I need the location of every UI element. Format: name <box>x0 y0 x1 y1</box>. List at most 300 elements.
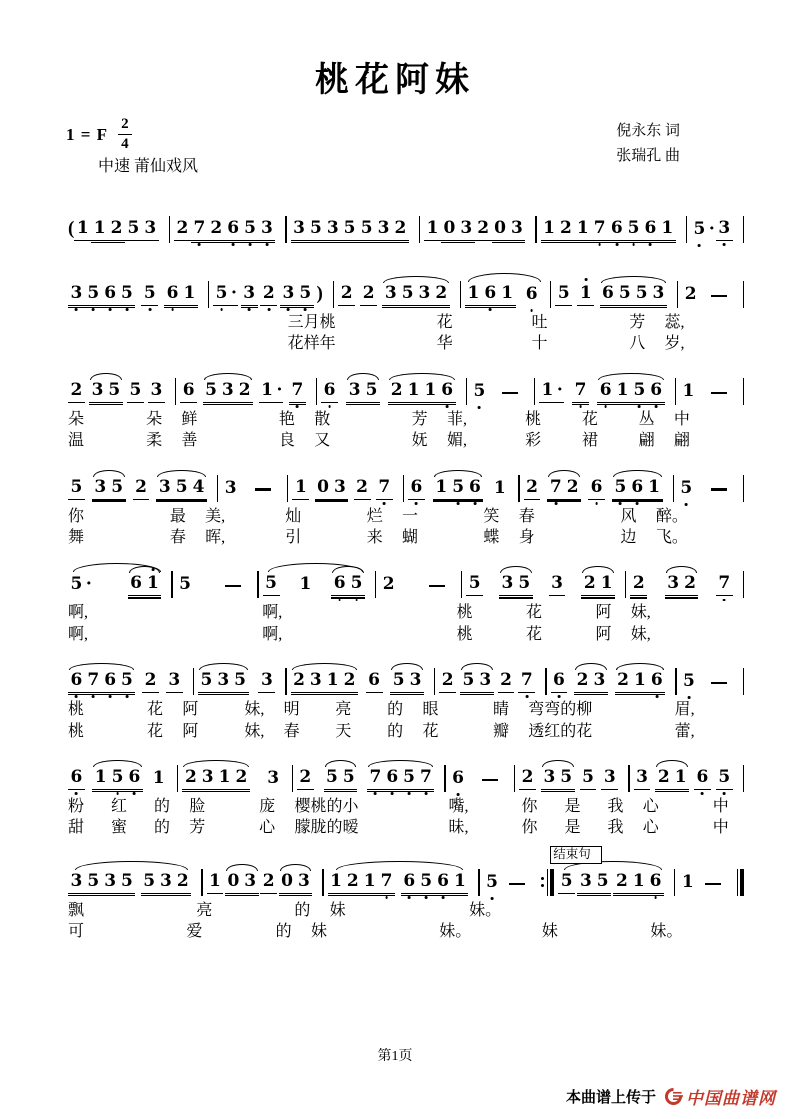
bar-spacer <box>743 626 744 644</box>
lyric-syllable: 蜜 <box>110 819 127 837</box>
lyric-cell <box>64 335 175 353</box>
system-line <box>64 268 744 354</box>
lyric-syllable: 散 <box>314 410 331 428</box>
note-group <box>460 672 494 693</box>
lyric-cell <box>639 819 743 837</box>
measure <box>64 575 171 596</box>
note-digit: 1 <box>681 871 694 892</box>
barline <box>743 216 744 243</box>
note-digit: 5 <box>681 673 698 690</box>
note-digit: 5 <box>631 382 648 399</box>
measure <box>547 672 676 693</box>
note-digit: 3 <box>510 218 523 238</box>
dash-note <box>255 488 271 490</box>
lyric-cell <box>670 411 743 429</box>
note-digit: 1 <box>453 870 466 891</box>
lyric-syllable: 身 <box>518 528 535 546</box>
measure <box>64 766 177 790</box>
lyric-syllable: 明 <box>283 701 300 719</box>
note-digit: 0 <box>443 218 456 238</box>
note-group <box>166 672 183 693</box>
lyric-syllable: 烂 <box>366 507 383 525</box>
note-digit: 5 <box>691 221 708 238</box>
lyric-cell <box>177 432 309 450</box>
measure <box>334 285 460 306</box>
note-digit: 3 <box>418 283 431 303</box>
measure <box>194 672 285 693</box>
lyric-syllable: 艳 <box>278 410 295 428</box>
note-digit: 6 <box>482 285 499 302</box>
note-digit: 3 <box>667 573 680 594</box>
lyric-syllable: 妹, <box>244 701 265 719</box>
note-digit: 3 <box>201 766 214 787</box>
note-digit: 6 <box>68 769 85 786</box>
note-group <box>555 285 572 306</box>
note-digit: 5 <box>625 220 642 237</box>
note-group <box>213 285 238 306</box>
note-group <box>581 575 615 596</box>
note-digit: 2 <box>576 670 589 691</box>
bar-spacer <box>743 529 744 547</box>
lyric-cell <box>64 411 176 429</box>
note-digit: 5 <box>119 672 136 689</box>
note-digit: 5 <box>70 574 83 595</box>
note-digit: 1 <box>661 218 674 238</box>
lyric-syllable: 一 <box>402 507 419 525</box>
note-digit: 0 <box>227 870 240 891</box>
note-digit: 1 <box>426 218 439 238</box>
measure <box>404 476 518 500</box>
repeat-dot <box>541 884 544 887</box>
lyric-syllable: 丛 <box>638 410 655 428</box>
note-group <box>297 766 314 790</box>
lyric-syllable: 桃 <box>456 604 473 622</box>
measure <box>64 285 208 306</box>
lyric-cell <box>258 604 374 622</box>
note-digit: 1 <box>145 575 162 592</box>
lyric-syllable: 的 <box>294 901 311 919</box>
note-digit: 5 <box>265 573 277 594</box>
note-group <box>499 575 533 596</box>
note-group <box>539 379 564 403</box>
bar-spacer <box>743 819 744 837</box>
lyric-cell <box>445 819 517 837</box>
note-digit: 5 <box>297 285 314 302</box>
note-digit: 3 <box>652 283 665 303</box>
lyrics-row <box>64 626 744 644</box>
note-digit: · <box>276 379 283 400</box>
lyric-syllable: 阿 <box>595 625 612 643</box>
lyric-syllable: 心 <box>259 819 276 837</box>
lyric-syllable: 的 <box>387 722 404 740</box>
note-group <box>382 285 449 306</box>
lyric-cell <box>652 529 743 547</box>
page-number: 第1页 <box>377 1049 413 1064</box>
lyric-syllable: 樱桃的小 <box>294 797 359 815</box>
note-group <box>408 476 425 500</box>
lyric-syllable: 桃 <box>68 722 85 740</box>
note-digit: 7 <box>591 220 608 237</box>
note-digit: 7 <box>376 479 393 496</box>
note-digit: 1 <box>299 574 312 595</box>
note-digit: 1 <box>209 870 221 891</box>
note-digit: 6 <box>182 379 195 400</box>
note-digit: 6 <box>642 220 659 237</box>
lyric-syllable: 边 <box>620 528 637 546</box>
lyric-syllable: 弯弯的柳 <box>528 701 593 719</box>
note-digit: 6 <box>588 479 605 496</box>
note-digit: 5 <box>70 476 83 497</box>
note-digit: 1 <box>577 285 594 302</box>
note-group <box>519 766 536 790</box>
note-digit: 6 <box>439 382 456 399</box>
note-digit: 6 <box>597 382 614 399</box>
note-digit: 6 <box>551 672 568 689</box>
note-digit: 6 <box>321 382 338 399</box>
lyric-syllable: 灿 <box>285 507 302 525</box>
barline <box>743 668 744 695</box>
lyric-syllable: 蕾, <box>674 722 695 740</box>
lyric-syllable: 我 <box>607 797 624 815</box>
note-digit: 5 <box>582 766 594 787</box>
lyric-cell <box>528 314 660 332</box>
notes-row <box>64 752 744 790</box>
measure <box>435 672 545 693</box>
lyric-syllable: 春 <box>169 528 186 546</box>
lyrics-row <box>64 432 744 450</box>
lyric-syllable: 中 <box>712 819 729 837</box>
note-digit: 3 <box>603 766 616 787</box>
tempo-marking: 中速 莆仙戏风 <box>98 158 199 175</box>
music-record-icon <box>664 1087 683 1106</box>
note-group <box>471 380 488 403</box>
measure <box>259 575 375 596</box>
note-digit: 5 <box>618 283 631 303</box>
lyric-cell <box>176 335 282 353</box>
lyric-syllable: 花 <box>436 314 453 331</box>
measure <box>317 379 466 403</box>
note-digit: 5 <box>678 480 695 497</box>
note-digit: 3 <box>70 870 83 891</box>
lyric-syllable: 春 <box>283 722 300 740</box>
lyric-syllable: 阿 <box>182 722 199 740</box>
note-digit: 5 <box>143 870 156 891</box>
note-group <box>630 575 647 596</box>
note-digit: 5 <box>200 670 213 691</box>
system-line <box>64 752 744 838</box>
note-group <box>401 870 468 894</box>
note-digit: 2 <box>435 283 448 303</box>
note-group <box>475 220 492 241</box>
dash-note <box>429 585 445 587</box>
lyric-cell <box>64 798 184 816</box>
note-digit: 3 <box>409 670 422 691</box>
note-group <box>150 767 167 790</box>
bar-thin <box>743 281 744 308</box>
note-group <box>331 575 365 596</box>
dash-note <box>502 392 518 394</box>
note-digit: 2 <box>299 766 312 787</box>
lyric-syllable: 妹。 <box>650 923 683 941</box>
note-digit: 5 <box>518 573 531 594</box>
note-group <box>191 220 225 241</box>
note-group <box>141 285 158 306</box>
note-digit: 2 <box>684 284 697 304</box>
lyrics-row <box>64 902 744 920</box>
note-group <box>141 870 192 894</box>
measure <box>535 379 675 403</box>
lyric-syllable: 三月桃 <box>287 314 336 331</box>
lyric-cell <box>178 723 278 741</box>
measure <box>630 766 743 790</box>
lyric-syllable: 眉, <box>674 701 695 719</box>
note-group <box>68 379 85 403</box>
note-digit: 3 <box>91 379 104 400</box>
note-digit: 3 <box>326 218 339 238</box>
note-digit: 1 <box>674 766 687 787</box>
site-logo <box>664 1084 776 1109</box>
note-group <box>366 672 383 693</box>
note-digit: 5 <box>468 573 481 594</box>
lyric-syllable: 爱 <box>186 923 203 941</box>
note-digit: 5 <box>175 476 188 497</box>
lyric-cell <box>521 432 669 450</box>
lyric-syllable: 华 <box>436 335 453 353</box>
note-digit: 3 <box>150 379 163 400</box>
notes-row <box>64 846 744 894</box>
lyric-cell <box>465 902 559 920</box>
lyric-cell <box>418 723 523 741</box>
note-digit: 1 <box>541 379 554 400</box>
lyric-syllable: 舞 <box>68 528 85 546</box>
note-group <box>665 575 699 596</box>
note-digit: 1 <box>632 870 645 891</box>
note-digit: 5 <box>635 283 648 303</box>
notes-row <box>64 462 744 500</box>
note-digit: 2 <box>144 670 157 691</box>
lyric-syllable: 朵 <box>146 410 163 428</box>
note-group <box>338 285 355 306</box>
lyric-syllable: 妹, <box>630 625 651 643</box>
system-line <box>64 365 744 451</box>
note-digit: 2 <box>346 870 359 891</box>
note-group <box>600 285 667 306</box>
lyric-syllable: 裙 <box>581 432 598 450</box>
lyric-syllable: 飘 <box>68 901 85 919</box>
note-group <box>92 476 126 500</box>
note-group <box>315 476 349 500</box>
note-group <box>390 672 424 693</box>
note-digit: 1 <box>326 670 339 691</box>
note-digit: 1 <box>94 766 107 787</box>
lyric-syllable: 八 <box>629 335 646 353</box>
lyric-cell <box>418 701 523 719</box>
note-digit: 0 <box>317 476 329 497</box>
lyric-cell <box>524 701 669 719</box>
note-group <box>258 672 275 693</box>
note-digit: 3 <box>501 573 514 594</box>
note-digit: 0 <box>281 870 293 891</box>
lyric-cell <box>192 902 324 920</box>
note-group <box>225 870 259 894</box>
note-digit: 5 <box>612 479 629 496</box>
meter-denominator: 4 <box>121 136 129 152</box>
note-group <box>198 672 249 693</box>
note-digit: 6 <box>608 220 625 237</box>
lyric-cell <box>177 411 309 429</box>
note-group <box>182 766 249 790</box>
note-digit: 3 <box>260 670 273 691</box>
measure <box>64 379 175 403</box>
note-digit: 5 <box>462 670 475 691</box>
lyric-syllable: 美, <box>205 507 226 525</box>
measure <box>676 380 743 403</box>
note-digit: 3 <box>68 285 85 302</box>
note-group <box>613 870 664 894</box>
note-group <box>91 220 125 241</box>
note-group <box>292 476 309 500</box>
lyrics-row <box>64 411 744 429</box>
note-group <box>634 766 651 790</box>
note-group <box>388 379 455 403</box>
measure <box>674 477 743 500</box>
note-group <box>68 766 85 790</box>
note-digit: 6 <box>435 873 452 890</box>
note-digit: 3 <box>297 870 310 891</box>
lyric-syllable: 翩 <box>673 432 690 450</box>
lyric-syllable: 的 <box>153 797 170 815</box>
lyric-syllable: 翩 <box>638 432 655 450</box>
slur-arc <box>468 273 541 282</box>
note-digit: 2 <box>521 766 534 787</box>
measure <box>537 220 686 241</box>
lyric-cell <box>178 701 278 719</box>
note-digit: 2 <box>135 476 147 497</box>
lyric-syllable: 你 <box>521 797 538 815</box>
bar-spacer <box>525 923 538 941</box>
note-digit: 3 <box>579 870 592 891</box>
note-digit: 7 <box>289 382 306 399</box>
lyric-cell <box>528 335 660 353</box>
note-digit: 3 <box>244 870 257 891</box>
lyric-cell <box>281 529 396 547</box>
lyric-cell <box>572 902 672 920</box>
lyric-cell <box>453 604 626 622</box>
lyric-syllable: 睛 <box>492 701 509 719</box>
lyric-cell <box>518 798 638 816</box>
note-group <box>498 672 515 693</box>
measure <box>173 576 258 596</box>
note-group <box>572 379 589 403</box>
note-digit: 3 <box>593 670 606 691</box>
measure <box>293 766 444 790</box>
note-digit: 2 <box>684 573 696 594</box>
lyric-syllable: 鲜 <box>181 410 198 428</box>
bar-spacer <box>743 335 744 353</box>
lyric-cell <box>182 923 305 941</box>
lyric-cell <box>521 411 669 429</box>
note-group <box>128 575 162 596</box>
lyrics-row <box>64 335 744 353</box>
note-digit: 6 <box>648 672 665 689</box>
note-group <box>280 285 314 306</box>
note-group <box>547 476 581 500</box>
note-digit: 6 <box>331 575 348 592</box>
note-group <box>180 379 197 403</box>
lyric-syllable: 花 <box>147 722 164 740</box>
page-title: 桃花阿妹 <box>315 62 475 99</box>
lyric-cell <box>538 923 645 941</box>
upload-note: 本曲谱上传于 <box>565 1089 656 1106</box>
barline <box>743 475 744 502</box>
note-group <box>74 220 91 241</box>
note-digit: 2 <box>583 573 596 594</box>
note-group <box>681 673 698 693</box>
note-digit: 3 <box>104 870 117 891</box>
note-digit: 3 <box>460 218 473 238</box>
lyric-syllable: 醉。 <box>655 507 688 525</box>
repeat-barline <box>541 869 554 896</box>
lyric-syllable: 菲, <box>446 410 467 428</box>
note-group <box>441 220 475 241</box>
lyrics-row <box>64 701 744 719</box>
lyric-syllable: 可 <box>68 923 85 941</box>
lyric-syllable: 媚, <box>446 432 467 450</box>
note-group <box>260 285 277 306</box>
lyric-cell <box>671 701 743 719</box>
note-group <box>597 379 664 403</box>
note-digit: 2 <box>356 476 368 497</box>
note-digit: 3 <box>144 218 157 238</box>
lyric-cell <box>661 335 743 353</box>
note-digit: 3 <box>221 379 234 400</box>
lyric-cell <box>290 819 443 837</box>
note-digit: 7 <box>367 769 384 786</box>
note-digit: 3 <box>543 766 556 787</box>
measure <box>218 477 287 500</box>
note-digit: 6 <box>126 769 143 786</box>
lyrics-row <box>64 798 744 816</box>
lyric-cell <box>435 923 525 941</box>
note-digit: 5 <box>242 220 259 237</box>
note-digit: 6 <box>68 672 85 689</box>
note-group <box>541 220 608 241</box>
note-group <box>324 766 358 790</box>
lyric-syllable: 花 <box>147 701 164 719</box>
lyric-cell <box>524 723 669 741</box>
note-group <box>263 575 280 596</box>
lyric-cell <box>64 819 184 837</box>
lyric-syllable: 温 <box>68 432 85 450</box>
note-group <box>588 476 605 500</box>
note-digit: 1 <box>330 870 342 891</box>
lyric-cell <box>326 902 464 920</box>
lyric-syllable: 红 <box>110 797 127 815</box>
key-text: 1 = F <box>66 124 109 144</box>
lyric-syllable: 阿 <box>595 604 612 622</box>
meta-block <box>64 117 732 191</box>
note-group <box>716 575 733 596</box>
note-group <box>518 672 535 693</box>
lyric-syllable: 嘴, <box>448 797 469 815</box>
note-digit: 5 <box>716 769 733 786</box>
note-group <box>148 379 165 403</box>
note-digit: 5 <box>108 379 121 400</box>
lyric-cell <box>258 626 374 644</box>
lyric-syllable: 啊, <box>262 604 283 622</box>
lyrics-row <box>64 529 744 547</box>
lyric-syllable: 心 <box>642 797 659 815</box>
